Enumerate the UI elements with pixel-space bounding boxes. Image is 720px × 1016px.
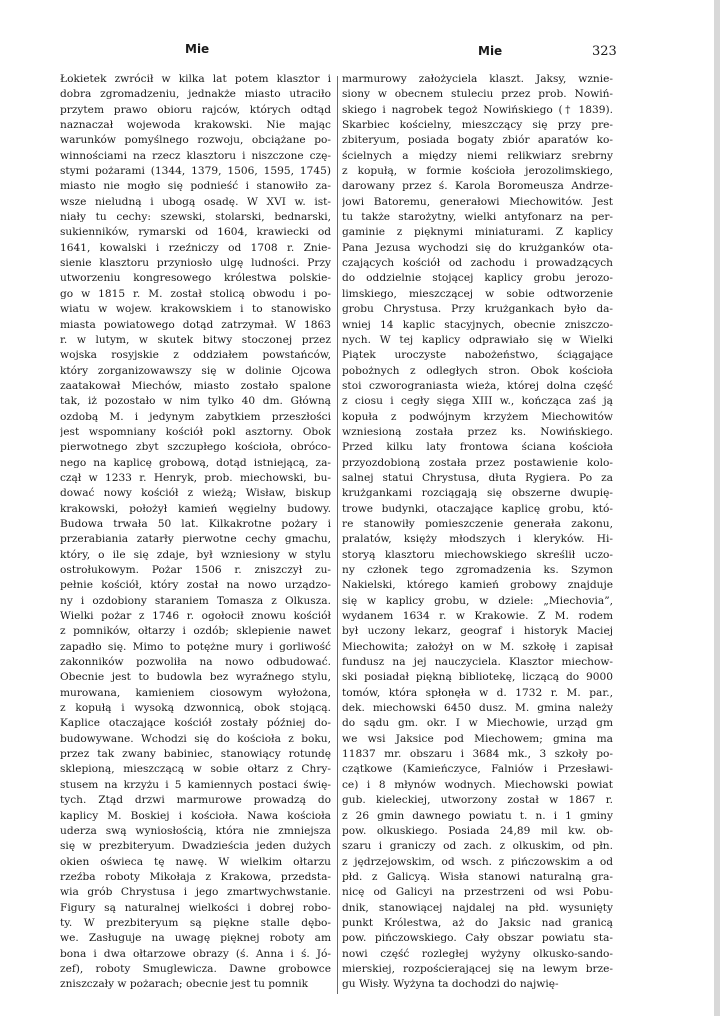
text-line: nowi część rozległej wyżyny olkusko-sando-: [342, 947, 613, 960]
text-line: wojska rosyjskie z oddziałem powstańców,: [60, 349, 331, 362]
text-line: pow. olkuskiego. Posiada 24,89 mil kw. ob-: [342, 824, 613, 837]
text-line: murowana, kamieniem ciosowym wyłożona,: [60, 686, 331, 699]
text-line: tak, iż pozostało w nim tylko 40 dm. Główną: [60, 395, 331, 408]
text-line: szaru i graniczy od zach. z olkuskim, od płn.: [342, 840, 613, 853]
text-line: limskiego, mieszczącej w sobie odtworzenie: [342, 287, 613, 300]
text-line: Nakielski, którego kamień grobowy znajduje: [342, 579, 613, 592]
text-line: stusem na krzyżu i 5 kamiennych postaci świę-: [60, 778, 331, 791]
text-line: kopuła z podwójnym krzyżem Miechowitów: [342, 410, 613, 423]
text-line: dobra zgromadzeniu, jednakże miasto utraciło: [60, 88, 331, 101]
text-line: pobożnych z odległych stron. Obok kościoła: [342, 364, 613, 377]
text-line: ny członek tego zgromadzenia ks. Szymon: [342, 564, 613, 576]
text-line: punkt Królestwa, aż do Jaksic nad granicą: [342, 916, 613, 929]
text-line: zapadło się. Mimo to potężne mury i gorliwość: [60, 640, 331, 653]
text-line: z kopułą, w formie kościoła jerozolimskiego,: [342, 165, 613, 178]
text-line: storyą klasztoru miechowskiego skreślił uczo-: [342, 548, 613, 561]
text-line: pralatów, księży młodszych i kleryków. Hi-: [342, 533, 613, 546]
text-line: siony w obecnem stuleciu przez prob. Nowiń-: [342, 88, 613, 101]
text-line: z ciosu i cegły sięga XIII w., kończąca zaś ją: [342, 395, 613, 408]
text-line: gu Wisły. Wyżyna ta dochodzi do najwię-: [342, 978, 559, 991]
text-line: zakonników pozwoliła na nowo odbudować.: [60, 656, 331, 669]
text-line: tu także starożytny, wielki antyfonarz na per-: [342, 211, 613, 224]
text-line: darowany przez ś. Karola Boromeusza Andrze-: [342, 180, 613, 193]
text-line: 11837 mr. obszaru i 3684 mk., 3 szkoły po-: [342, 748, 613, 761]
text-line: sklepioną, mieszczącą w sobie ołtarz z Chry-: [60, 763, 331, 776]
text-line: dować nowy kościół z wieżą; Wisław, biskup: [60, 487, 331, 500]
text-line: stymi pożarami (1344, 1379, 1506, 1595, 1745): [60, 165, 331, 178]
text-line: winnościami na rzecz klasztoru i niszczone czę-: [60, 149, 331, 162]
text-line: krakowski, położył kamień węgielny budowy.: [60, 502, 331, 515]
text-line: Kaplice otaczające kościół zostały później do-: [60, 717, 331, 730]
text-line: przytem prawo obioru rajców, których odtąd: [60, 103, 331, 116]
text-line: się w kaplicy grobu, w dziele: „Miechovia”,: [342, 594, 613, 607]
text-line: wiatu w wojew. krakowskiem i to stanowisko: [60, 303, 331, 316]
page-header: [0, 36, 720, 59]
text-line: był uczony lekarz, geograf i historyk Maciej: [342, 625, 613, 638]
text-line: grobu Chrystusa. Przy krużgankach było da-: [342, 303, 613, 316]
text-line: pełnie kościół, który został na nowo urządzo-: [60, 579, 331, 592]
text-line: Obecnie jest to budowla bez wyraźnego stylu,: [60, 671, 331, 684]
text-line: r. w lutym, w skutek bitwy stoczonej przez: [60, 333, 331, 346]
text-line: marmurowy założyciela klaszt. Jaksy, wznie-: [342, 73, 613, 85]
text-line: niały tu cechy: szewski, stolarski, bednarski,: [60, 211, 331, 224]
text-line: nego na kaplicę grobową, dotąd istniejącą, za-: [60, 456, 331, 469]
text-line: stoi czworograniasta wieża, której dolna część: [342, 379, 613, 392]
text-line: który, o ile się zdaje, był wzniesiony w stylu: [60, 548, 331, 561]
text-line: jest wspomniany kościół pokl asztorny. Obok: [60, 425, 331, 438]
text-line: gaminie z pięknymi miniaturami. Z kaplicy: [342, 226, 613, 239]
text-line: skiego i nagrobek tegoż Nowińskiego († 1839).: [342, 103, 613, 116]
text-line: jowi Batoremu, generałowi Miechowitów. Jest: [342, 195, 613, 208]
text-line: warunków pomyślnego rozwoju, obciążane po-: [60, 134, 331, 147]
text-line: nych. W tej kaplicy odprawiało się w Wielki: [342, 333, 613, 346]
left-text-column: [60, 72, 331, 993]
text-line: z pomników, ołtarzy i ozdób; sklepienie nawet: [60, 625, 331, 638]
text-line: przerabiania zatarły pierwotne cechy gmachu,: [60, 533, 331, 546]
text-line: ski posiadał piękną bibliotekę, liczącą do 9000: [342, 671, 613, 684]
text-line: Piątek uroczyste nabożeństwo, ściągające: [342, 349, 613, 362]
text-line: do sądu gm. okr. I w Miechowie, urząd gm: [342, 717, 613, 730]
running-head-right: Mie: [478, 44, 503, 58]
text-line: wsze nieludną i ubogą osadę. W XVI w. ist-: [60, 195, 331, 208]
text-line: Łokietek zwrócił w kilka lat potem klasztor i: [60, 73, 331, 85]
text-line: uderza swą wyniosłością, która nie zmniejsza: [60, 824, 331, 837]
text-line: we. Zasługuje na uwagę pięknej roboty am: [60, 932, 331, 945]
text-line: miasta powiatowego dotąd zatrzymał. W 1863: [60, 318, 331, 331]
text-line: który zorganizowawszy się w dolinie Ojcowa: [60, 364, 331, 377]
text-line: wzniesioną została przez ks. Nowińskiego.: [342, 425, 613, 438]
text-line: Figury są naturalnej wielkości i dobrej robo-: [60, 901, 331, 914]
page-number: 323: [592, 44, 617, 59]
text-line: do oddzielnie stojącej kaplicy grobu jerozo-: [342, 272, 613, 285]
text-line: we wsi Jaksice pod Miechowem; gmina ma: [342, 732, 613, 745]
text-line: 1641, kowalski i rzeźniczy od 1708 r. Znie-: [60, 241, 331, 254]
text-line: dek. miechowski 6450 dusz. M. gmina należy: [342, 702, 613, 715]
text-line: re stanowiły pomieszczenie generała zakonu,: [342, 517, 613, 530]
text-line: wniej 14 kaplic stacyjnych, obecnie zniszczo-: [342, 318, 613, 331]
text-line: naznaczał wojewoda krakowski. Nie mając: [60, 119, 331, 132]
text-line: Pana Jezusa wychodzi się do krużganków ota-: [342, 241, 613, 254]
text-line: czął w 1233 r. Henryk, prob. miechowski, bu-: [60, 471, 331, 484]
text-line: sukienników, rymarski od 1604, krawiecki od: [60, 226, 331, 239]
text-line: Wielki pożar z 1746 r. ogołocił znowu kościół: [60, 610, 331, 623]
text-line: dnik, stanowiącej najdalej na płd. wysunięty: [342, 901, 613, 914]
text-line: przyozdobioną została przez postawienie kolo-: [342, 456, 613, 469]
text-line: salnej statui Chrystusa, dłuta Rygiera. Po za: [342, 471, 613, 484]
text-line: zaatakował Miechów, miasto zostało spalone: [60, 379, 331, 392]
text-line: fundusz na jej nauczyciela. Klasztor miechow-: [342, 656, 613, 669]
right-text-column: [342, 72, 613, 993]
text-line: z kopułą i wysoką dzwonnicą, obok stojącą.: [60, 702, 331, 715]
text-line: Miechowita; założył on w M. szkołę i zapisał: [342, 640, 613, 653]
text-line: zbiteryum, posiada bogaty zbiór aparatów ko-: [342, 134, 613, 147]
text-line: budowywane. Wchodzi się do kościoła z boku,: [60, 732, 331, 745]
column-divider: [337, 76, 338, 994]
text-line: czających kościół od zachodu i prowadzących: [342, 257, 613, 270]
text-line: czątkowe (Kamieńczyce, Falniów i Przesławi-: [342, 763, 613, 776]
text-line: nicę od Galicyi na przestrzeni od wsi Pobu-: [342, 886, 613, 899]
text-line: krużgankami rozciągają się obszerne dwupię-: [342, 487, 613, 500]
text-line: rzeźba roboty Mikołaja z Krakowa, przedsta-: [60, 870, 331, 883]
text-line: wydanem 1634 r. w Krakowie. Z M. rodem: [342, 610, 613, 623]
text-line: tych. Ztąd drzwi marmurowe prowadzą do: [60, 794, 331, 807]
text-line: płd. z Galicyą. Wisła stanowi naturalną gra-: [342, 870, 613, 883]
text-line: przez tak zwany babiniec, stanowiący rotundę: [60, 748, 331, 761]
text-line: utworzeniu kongresowego królestwa polskie-: [60, 272, 331, 285]
text-line: tomów, która spłonęła w d. 1732 r. M. par.,: [342, 686, 613, 699]
text-line: z jędrzejowskim, od wsch. z pińczowskim a od: [342, 855, 613, 868]
text-line: pierwotnego zbyt szczupłego kościoła, obróco-: [60, 441, 331, 454]
text-line: trowe budynki, otaczające kaplicę grobu, któ-: [342, 502, 613, 515]
text-line: Przed kilku laty frontowa ściana kościoła: [342, 441, 613, 454]
text-line: mierskiej, rozpościerającej się na lewym brze-: [342, 962, 613, 975]
running-head-left: Mie: [185, 42, 210, 56]
text-line: z 26 gmin dawnego powiatu t. n. i 1 gminy: [342, 809, 613, 822]
text-line: go w 1815 r. M. został stolicą obwodu i po-: [60, 287, 331, 300]
text-line: sienie klasztoru przyniosło ulgę ludności. Przy: [60, 257, 331, 270]
text-line: Budowa trwała 50 lat. Kilkakrotne pożary i: [60, 517, 331, 530]
text-line: Skarbiec kościelny, mieszczący się przy pre-: [342, 119, 613, 132]
text-line: ostrołukowym. Pożar 1506 r. zniszczył zu-: [60, 564, 331, 576]
text-line: gub. kieleckiej, utworzony został w 1867 r.: [342, 794, 613, 807]
text-line: pow. pińczowskiego. Cały obszar powiatu sta-: [342, 932, 613, 945]
text-line: zef), roboty Smuglewicza. Dawne grobowce: [60, 962, 331, 975]
text-line: wia grób Chrystusa i jego zmartwychwstanie.: [60, 886, 331, 899]
text-line: bona i dwa ołtarzowe obrazy (ś. Anna i ś. Jó-: [60, 947, 331, 960]
text-line: zniszczały w pożarach; obecnie jest tu pomnik: [60, 978, 309, 991]
text-line: ce) i 8 młynów wodnych. Miechowski powiat: [342, 778, 613, 791]
text-line: miasto nie mogło się podnieść i stanowiło za-: [60, 180, 331, 193]
text-line: ozdobą M. i jedynym zabytkiem przeszłości: [60, 410, 331, 423]
text-line: ny i ozdobiony staraniem Tomasza z Olkusza.: [60, 594, 331, 607]
text-line: okien oświeca tę nawę. W wielkim ołtarzu: [60, 855, 331, 868]
text-line: ścielnych a między niemi relikwiarz srebrny: [342, 149, 613, 162]
text-line: się w prezbiteryum. Dwadzieścia jeden dużych: [60, 840, 331, 853]
page-edge: [714, 0, 720, 1016]
text-line: ty. W prezbiteryum są piękne stalle dębo-: [60, 916, 331, 929]
text-line: kaplicy M. Boskiej i kościoła. Nawa kościoła: [60, 809, 331, 822]
